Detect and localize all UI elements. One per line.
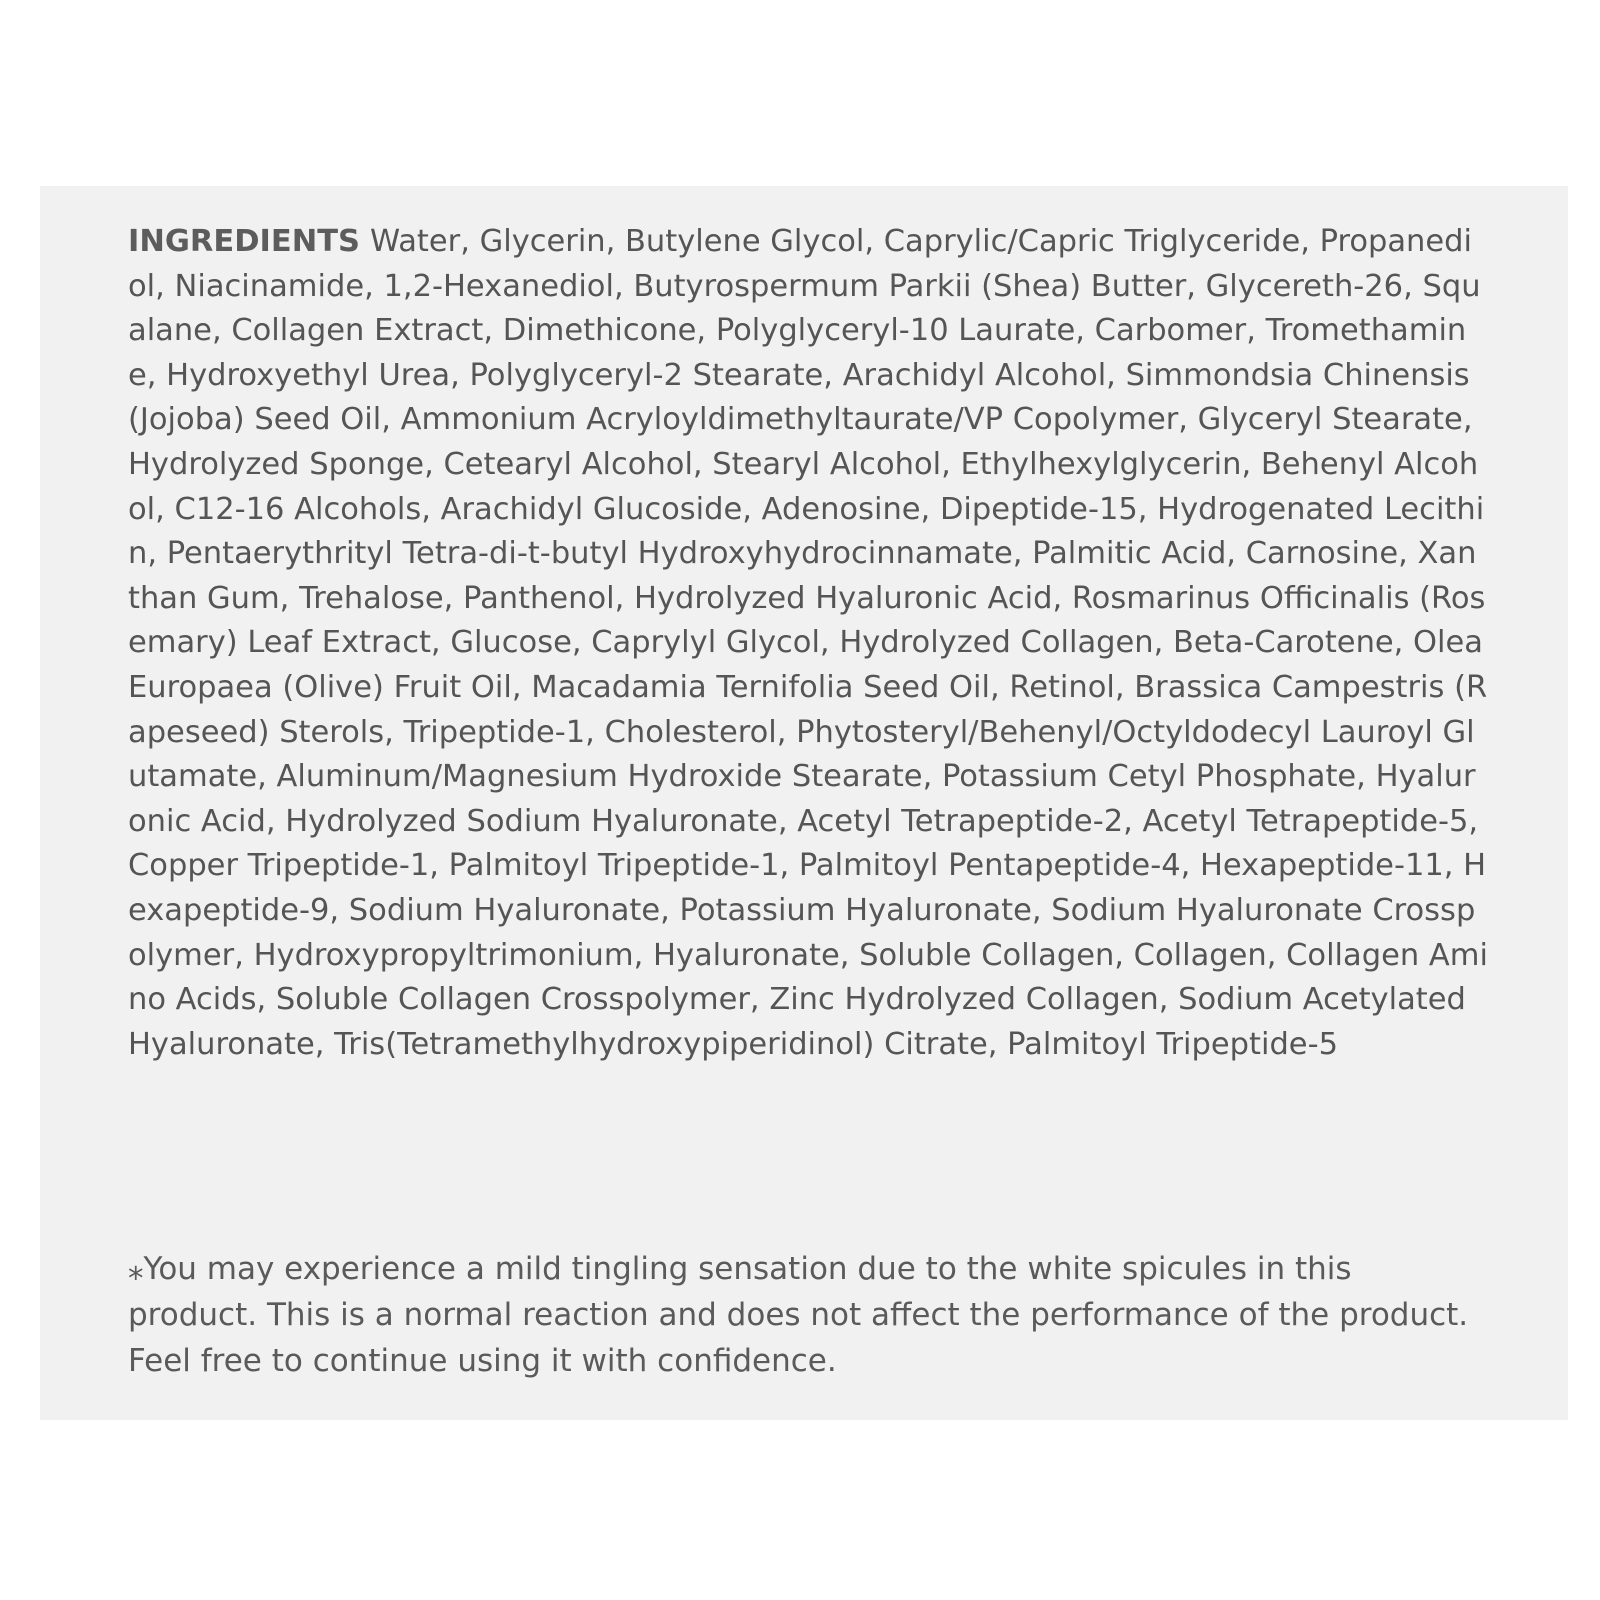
ingredients-heading: INGREDIENTS — [128, 224, 361, 259]
product-label-panel — [40, 186, 1568, 1420]
ingredients-text: Water, Glycerin, Butylene Glycol, Caprylic/Capric Triglyceride, Propanediol, Niacinamide, 1,2-Hexanediol, Butyrospermum Parkii (Shea) Butter, Glycereth-26, Squalane, Collagen Extract, Dimethicone, Polyglyceryl-10 Laurate, Carbomer, Tromethamine, Hydroxyethyl Urea, Polyglyceryl-2 Stearate, Arachidyl Alcohol, Simmondsia Chinensis (Jojoba) Seed Oil, Ammonium Acryloyldimethyltaurate/VP Copolymer, Glyceryl Stearate, Hydrolyzed Sponge, Cetearyl Alcohol, Stearyl Alcohol, Ethylhexylglycerin, Behenyl Alcohol, C12-16 Alcohols, Arachidyl Glucoside, Adenosine, Dipeptide-15, Hydrogenated Lecithin, Pentaerythrityl Tetra-di-t-butyl Hydroxyhydrocinnamate, Palmitic Acid, Carnosine, Xanthan Gum, Trehalose, Panthenol, Hydrolyzed Hyaluronic Acid, Rosmarinus Officinalis (Rosemary) Leaf Extract, Glucose, Caprylyl Glycol, Hydrolyzed Collagen, Beta-Carotene, Olea Europaea (Olive) Fruit Oil, Macadamia Ternifolia Seed Oil, Retinol, Brassica Campestris (Rapeseed) Sterols, Tripeptide-1, Cholesterol, Phytosteryl/Behenyl/Octyldodecyl Lauroyl Glutamate, Aluminum/Magnesium Hydroxide Stearate, Potassium Cetyl Phosphate, Hyaluronic Acid, Hydrolyzed Sodium Hyaluronate, Acetyl Tetrapeptide-2, Acetyl Tetrapeptide-5, Copper Tripeptide-1, Palmitoyl Tripeptide-1, Palmitoyl Pentapeptide-4, Hexapeptide-11, Hexapeptide-9, Sodium Hyaluronate, Potassium Hyaluronate, Sodium Hyaluronate Crosspolymer, Hydroxypropyltrimonium, Hyaluronate, Soluble Collagen, Collagen, Collagen Amino Acids, Soluble Collagen Crosspolymer, Zinc Hydrolyzed Collagen, Sodium Acetylated Hyaluronate, Tris(Tetramethylhydroxypiperidinol) Citrate, Palmitoyl Tripeptide-5 — [128, 224, 1488, 1062]
caution-note: ⁎You may experience a mild tingling sensation due to the white spicules in this product. This is a normal reaction and does not affect the performance of the product. Feel free to continue using it with confidence. — [128, 1251, 1469, 1379]
ingredients-list — [128, 220, 1488, 1067]
